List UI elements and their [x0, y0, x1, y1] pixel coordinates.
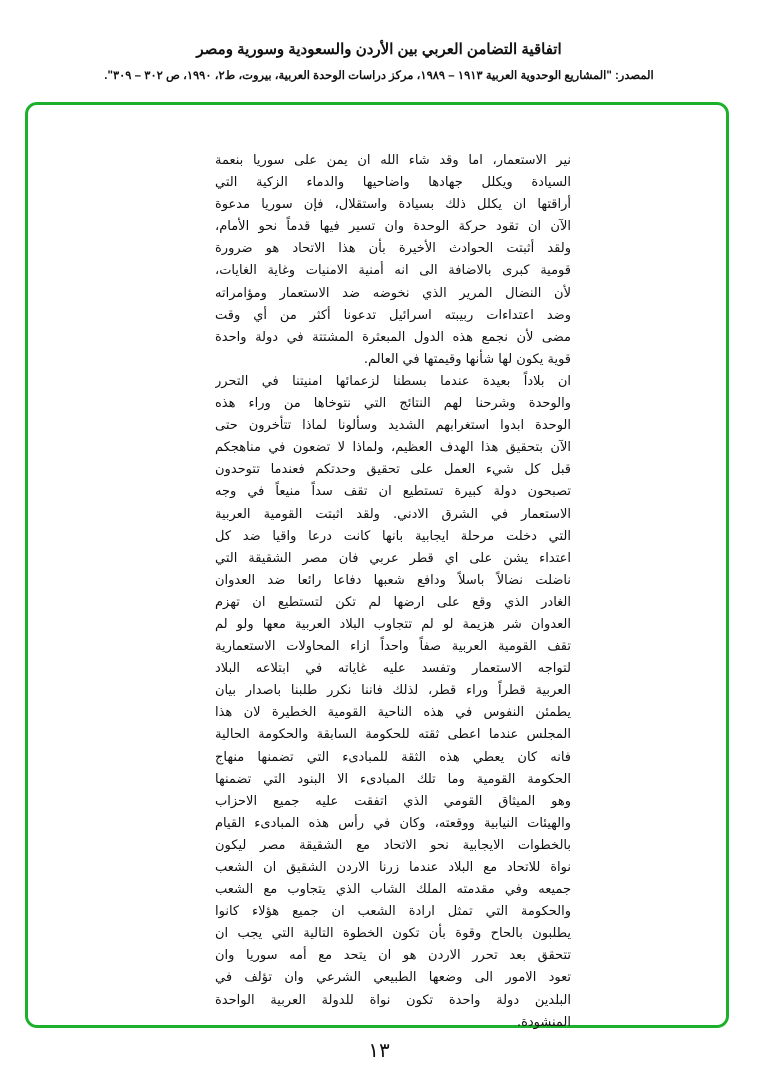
text-line: يطمئن النفوس في هذه الناحية القومية الخطيرة لان هذا	[215, 705, 571, 721]
text-line: الوحدة ابدوا استغرابهم الشديد وسألونا لماذا تتأخرون حتى	[215, 418, 571, 434]
text-line: تتحقق بعد تحرر الاردن هو ان يتحد مع أمه سوريا وان	[215, 948, 571, 964]
text-line: نير الاستعمار، اما وقد شاء الله ان يمن على سوريا بنعمة	[215, 153, 571, 168]
body-text	[215, 150, 571, 1034]
text-line: ولقد أثبتت الحوادث الأخيرة بأن هذا الاتحاد هو ضرورة	[215, 241, 571, 257]
text-line: لأن النضال المرير الذي نخوضه ضد الاستعمار ومؤامراته	[215, 285, 571, 301]
text-line: ناضلت نضالاً باسلاً ودافع شعبها دفاعا رائعا ضد العدوان	[215, 572, 571, 588]
page-number: ١٣	[368, 1038, 390, 1062]
text-line: وضد اعتداءات ربيبته اسرائيل تدعونا أكثر من أي وقت	[215, 307, 571, 323]
text-line: تصبحون دولة كبيرة تستطيع ان تقف سداً منيعاً في وجه	[215, 484, 571, 500]
text-line: التي دخلت مرحلة ايجابية بانها كانت درعا واقيا ضد كل	[215, 528, 571, 544]
text-line: السيادة ويكلل جهادها واضاحيها والدماء الزكية التي	[215, 175, 571, 191]
text-line: يطلبون بالحاح وقوة بأن تكون الخطوة التالية التي يجب ان	[215, 926, 571, 942]
text-line: المجلس عندما اعطى ثقته للحكومة السابقة والحكومة الحالية	[215, 727, 571, 743]
text-line: نواة للاتحاد مع البلاد عندما زرنا الاردن الشقيق ان الشعب	[215, 860, 571, 875]
text-line: العدوان شر هزيمة لو لم تتجاوب البلاد العربية معها ولو لم	[215, 616, 571, 632]
text-line: جميعه وفي مقدمته الملك الشاب الذي يتجاوب مع الشعب	[215, 882, 571, 898]
text-line: اعتداء يشن على اي قطر عربي فان مصر الشقيقة التي	[215, 550, 571, 566]
text-line: الآن بتحقيق هذا الهدف العظيم، ولماذا لا تضعون في مناهجكم	[215, 440, 571, 456]
text-line: الحكومة القومية وما تلك المبادىء الا البنود التي تضمنها	[215, 771, 571, 787]
text-line: وهو الميثاق القومي الذي اتفقت عليه جميع الاحزاب	[215, 793, 571, 809]
text-line: قوية يكون لها شأنها وقيمتها في العالم.	[363, 351, 571, 367]
text-line: فانه كان يعطي هذه الثقة للمبادىء التي تضمنها منهاج	[215, 749, 571, 765]
text-line: أراقتها ان يكلل ذلك بسيادة واستقلال، فإن سوريا مدعوة	[215, 197, 571, 213]
text-line: العربية قطراً وراء قطر، لذلك فاننا نكرر طلبنا باصدار بيان	[215, 683, 571, 699]
text-line: البلدين دولة واحدة تكون نواة للدولة العربية الواحدة	[215, 992, 571, 1008]
text-line: ان بلاداً بعيدة عندما بسطنا لزعمائها امنيتنا في التحرر	[215, 373, 571, 389]
text-line: والهيئات النيابية ووقعته، وكان في رأس هذه المبادىء القيام	[215, 815, 571, 831]
text-line: والحكومة التي تمثل ارادة الشعب ان جميع هؤلاء كانوا	[215, 904, 571, 920]
text-line: بالخطوات الايجابية نحو الاتحاد مع الشقيقة مصر ليكون	[215, 837, 571, 853]
text-line: لتواجه الاستعمار وتفسد عليه غاياته في ابتلاعه البلاد	[215, 661, 571, 677]
text-line: قبل كل شيء العمل على تحقيق وحدتكم فعندما تتوحدون	[215, 462, 571, 478]
text-line: والوحدة وشرحنا لهم النتائج التي نتوخاها من وراء هذه	[215, 396, 571, 412]
text-line: الآن ان تقود حركة الوحدة وان تسير فيها قدماً نحو الأمام،	[215, 219, 571, 235]
text-line: تعود الامور الى وضعها الطبيعي الشرعي وان تؤلف في	[215, 970, 571, 986]
document-title: اتفاقية التضامن العربي بين الأردن والسعودية وسورية ومصر	[196, 41, 562, 58]
text-line: المنشودة.	[516, 1014, 571, 1030]
text-line: تقف القومية العربية صفاً واحداً ازاء المحاولات الاستعمارية	[215, 639, 571, 655]
text-line: قومية كبرى بالاضافة الى انه أمنية الامنيات وغاية الغايات،	[215, 263, 571, 279]
source-citation: المصدر: "المشاريع الوحدوية العربية ١٩١٣ – ١٩٨٩، مركز دراسات الوحدة العربية، بيروت، ط٢، ١٩٩٠، ص ٣٠٢ – ٣٠٩".	[104, 70, 654, 82]
text-line: مضى لأن نجمع هذه الدول المبعثرة المشتتة في دولة واحدة	[215, 329, 571, 345]
text-line: الغادر الذي وقع على ارضها لم تكن لتستطيع ان تهزم	[215, 594, 571, 610]
text-line: الاستعمار في الشرق الادني. ولقد اثبتت القومية العربية	[215, 506, 571, 522]
